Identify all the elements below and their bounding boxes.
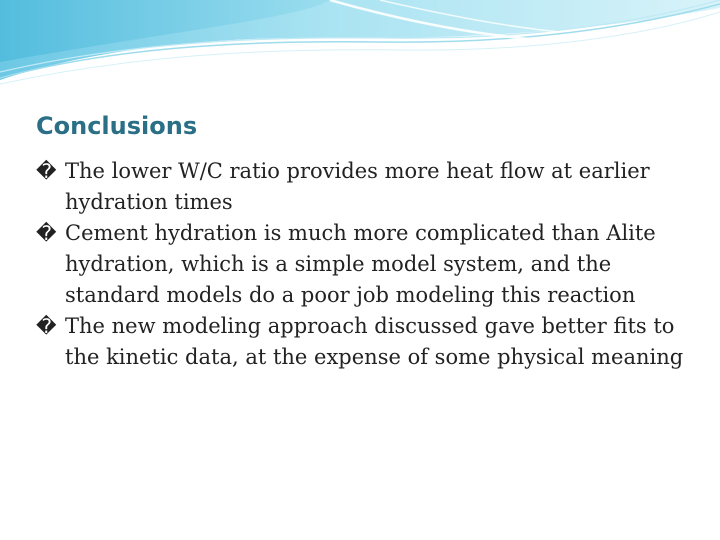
- bullet-icon: �: [36, 314, 57, 338]
- list-item: [36, 218, 696, 311]
- bullet-text: Cement hydration is much more complicated than Alite hydration, which is a simple model system, and the standard models do a poor job modeling this reaction: [65, 221, 656, 307]
- list-item: [36, 311, 696, 373]
- bullet-icon: �: [36, 221, 57, 245]
- list-item: [36, 156, 696, 218]
- bullet-text: The new modeling approach discussed gave better fits to the kinetic data, at the expense of some physical meaning: [65, 314, 684, 369]
- header-wave-decoration: [0, 0, 720, 90]
- bullet-list: [36, 156, 696, 373]
- slide-title: Conclusions: [36, 112, 198, 140]
- bullet-icon: �: [36, 159, 57, 183]
- bullet-text: The lower W/C ratio provides more heat flow at earlier hydration times: [65, 159, 650, 214]
